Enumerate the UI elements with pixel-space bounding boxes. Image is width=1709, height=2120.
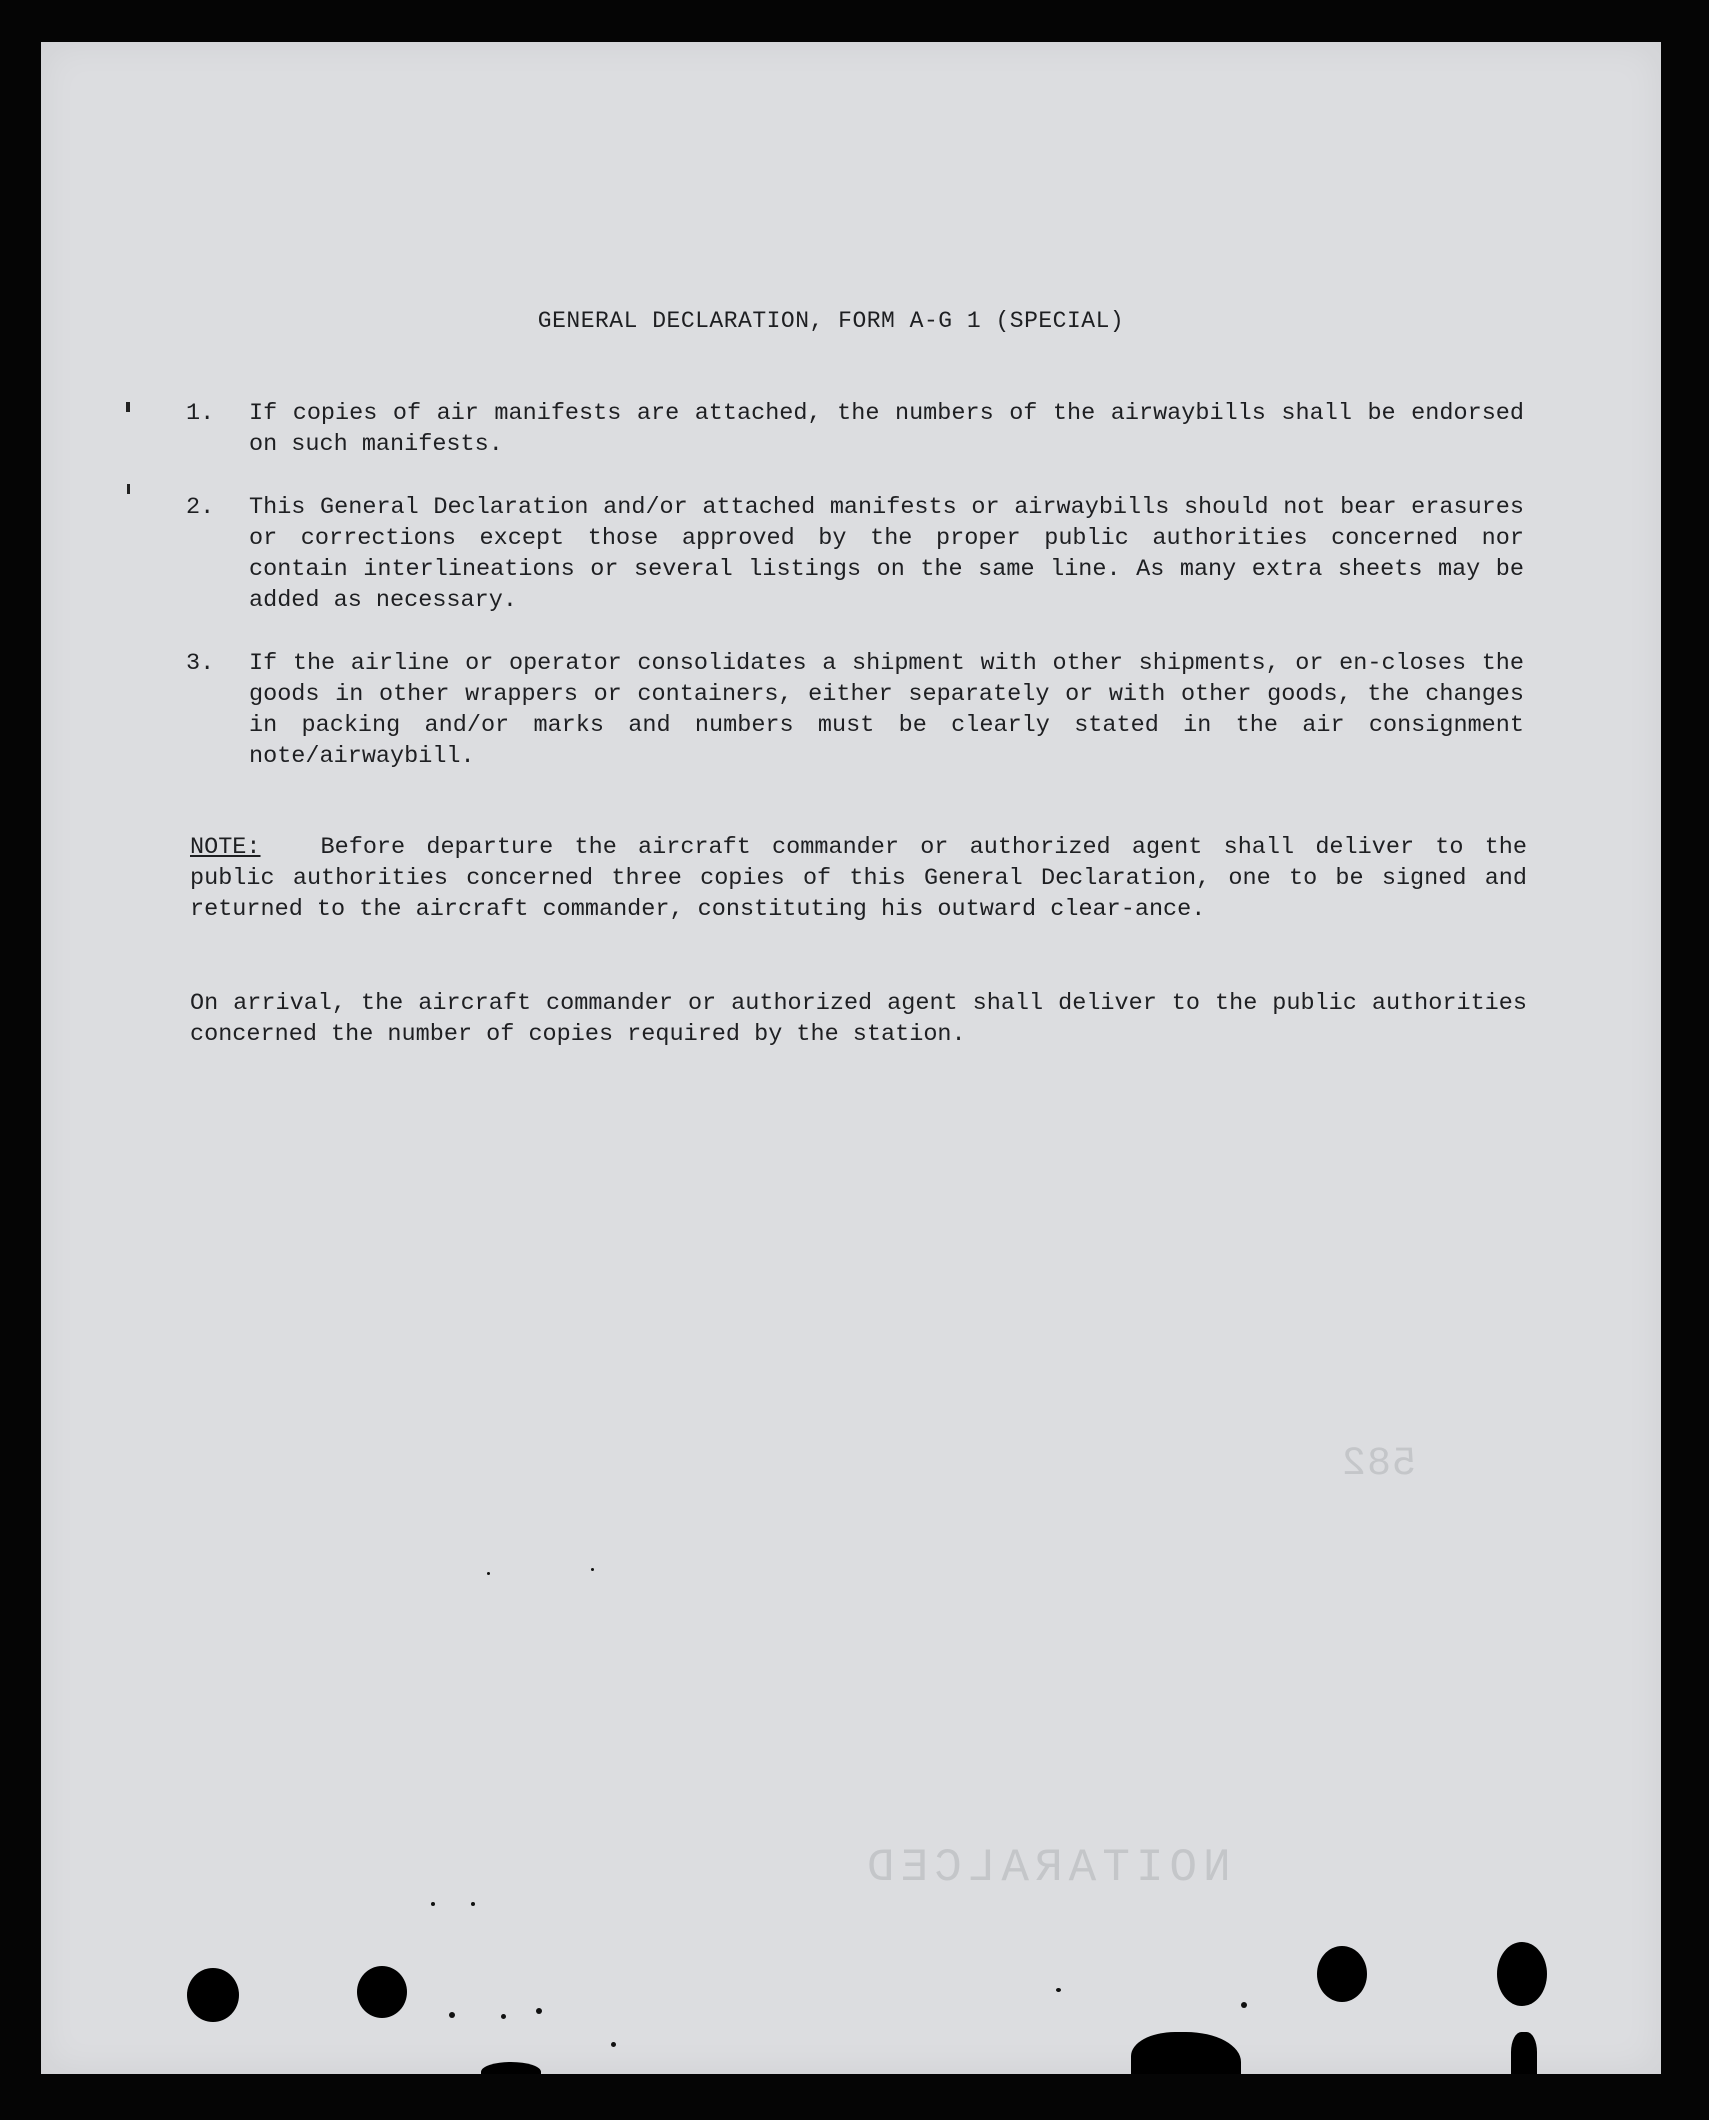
- document-title: GENERAL DECLARATION, FORM A-G 1 (SPECIAL): [537, 308, 1125, 334]
- bleed-through-page-number: 582: [1341, 1442, 1417, 1487]
- note-paragraph: [190, 832, 1527, 925]
- punch-hole: [187, 1968, 239, 2022]
- item-number: 3.: [186, 650, 215, 677]
- item-number: 2.: [186, 494, 215, 521]
- document-body: [41, 42, 1661, 2074]
- speck: [1241, 2002, 1247, 2008]
- arrival-paragraph: [190, 988, 1527, 1050]
- punch-hole: [1497, 1942, 1547, 2006]
- item-number: 1.: [186, 400, 215, 427]
- item-text: If the airline or operator consolidates a shipment with other shipments, or en-closes the goods in other wrappers or containers, either separately or with other goods, the changes in packing and/or marks and numbers must be clearly stated in the air consignment note/airwaybill.: [249, 650, 1524, 770]
- speck: [611, 2042, 616, 2047]
- speck: [471, 1902, 475, 1906]
- speck: [501, 2014, 506, 2019]
- tear-mark: [1511, 2032, 1537, 2074]
- speck: [1056, 1988, 1061, 1992]
- arrival-text: On arrival, the aircraft commander or authorized agent shall deliver to the public authorities concerned the number of copies required by the station.: [190, 990, 1527, 1048]
- margin-mark: [127, 484, 130, 494]
- margin-mark: [126, 402, 130, 412]
- speck: [431, 1902, 435, 1906]
- punch-hole: [1317, 1946, 1367, 2002]
- item-text: If copies of air manifests are attached, the numbers of the airwaybills shall be endorsed on such manifests.: [249, 400, 1524, 458]
- item-text: This General Declaration and/or attached manifests or airwaybills should not bear erasures or corrections except those approved by the proper public authorities concerned nor contain interlineations or several listings on the same line. As many extra sheets may be added as necessary.: [249, 494, 1524, 614]
- speck: [487, 1572, 490, 1575]
- document-page: [41, 42, 1661, 2074]
- note-text: Before departure the aircraft commander or authorized agent shall deliver to the public authorities concerned three copies of this General Declaration, one to be signed and returned to the aircraft commander, constituting his outward clear-ance.: [190, 834, 1527, 923]
- speck: [536, 2008, 542, 2014]
- punch-hole: [357, 1966, 407, 2018]
- note-label: NOTE:: [190, 834, 261, 861]
- speck: [449, 2012, 455, 2018]
- bleed-through-word: NOITARALCED: [861, 1842, 1231, 1894]
- speck: [591, 1568, 594, 1571]
